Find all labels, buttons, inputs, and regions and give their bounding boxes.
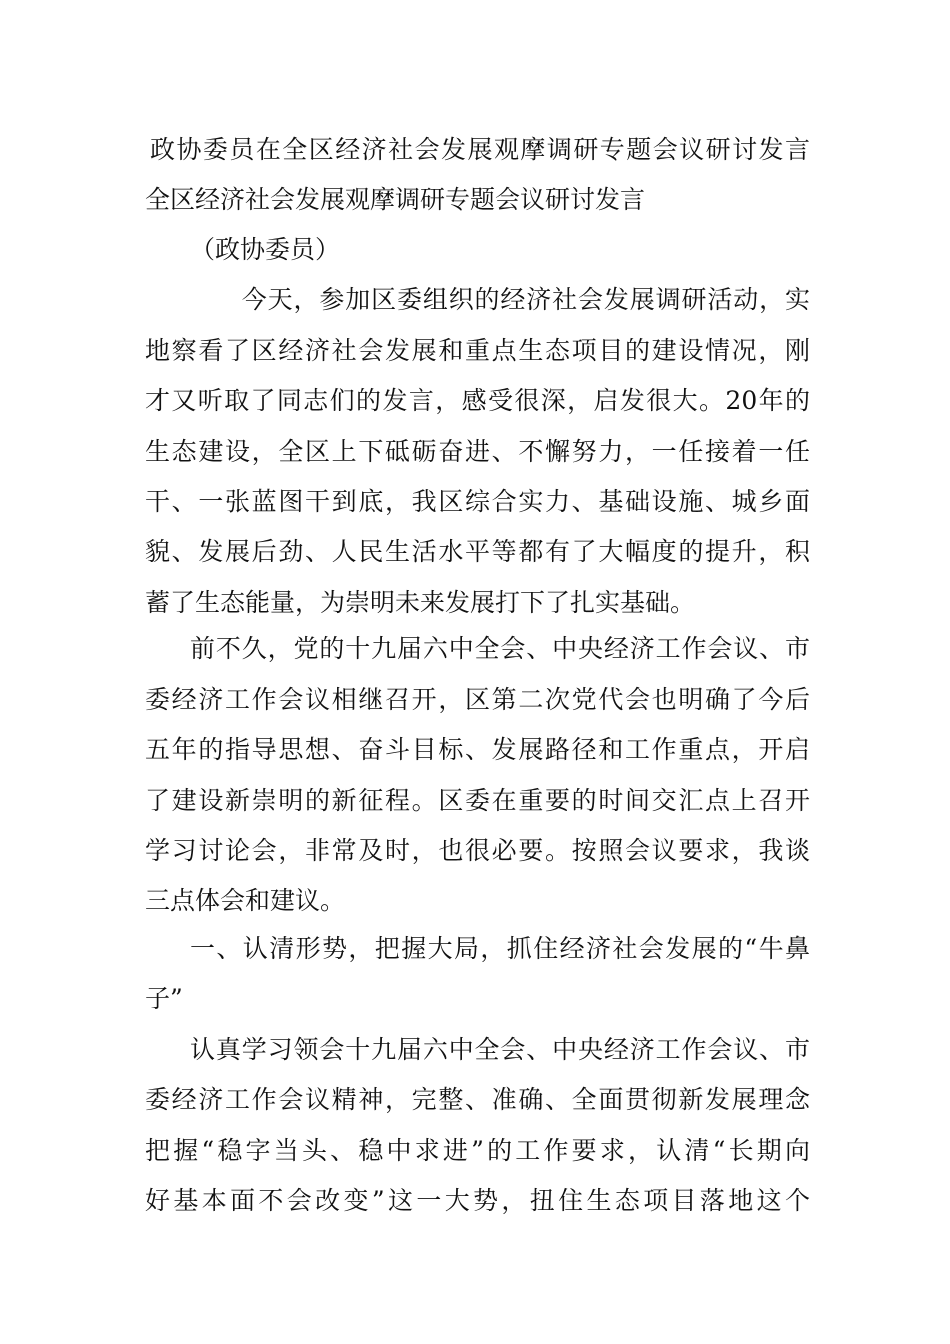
paragraph-line: 好基本面不会改变”这一大势，扭住生态项目落地这个	[145, 1186, 810, 1215]
paragraph-line: 蓄了生态能量，为崇明未来发展打下了扎实基础。	[145, 588, 696, 617]
paragraph-line: 生态建设，全区上下砥砺奋进、不懈努力，一任接着一任	[145, 437, 810, 466]
paragraph-line: 委经济工作会议相继召开，区第二次党代会也明确了今后	[145, 685, 810, 714]
document-subtitle: 全区经济社会发展观摩调研专题会议研讨发言	[145, 185, 646, 214]
paragraph-line: 了建设新崇明的新征程。区委在重要的时间交汇点上召开	[145, 786, 810, 815]
section-heading-line: 一、认清形势，把握大局，抓住经济社会发展的“牛鼻	[190, 934, 810, 963]
paragraph-line: 五年的指导思想、奋斗目标、发展路径和工作重点，开启	[145, 735, 810, 764]
document-author: （政协委员）	[190, 235, 341, 264]
paragraph-line: 才又听取了同志们的发言，感受很深，启发很大。20年的	[145, 386, 810, 415]
paragraph-line: 委经济工作会议精神，完整、准确、全面贯彻新发展理念	[145, 1085, 810, 1114]
paragraph-line: 把握“稳字当头、稳中求进”的工作要求，认清“长期向	[145, 1136, 810, 1165]
paragraph-line: 地察看了区经济社会发展和重点生态项目的建设情况，刚	[145, 336, 810, 365]
paragraph-line: 认真学习领会十九届六中全会、中央经济工作会议、市	[190, 1035, 810, 1064]
section-heading-line: 子”	[145, 984, 183, 1013]
paragraph-line: 三点体会和建议。	[145, 886, 346, 915]
paragraph-line: 前不久，党的十九届六中全会、中央经济工作会议、市	[190, 634, 810, 663]
paragraph-line: 干、一张蓝图干到底，我区综合实力、基础设施、城乡面	[145, 487, 810, 516]
paragraph-line: 今天，参加区委组织的经济社会发展调研活动，实	[190, 285, 810, 314]
document-title: 政协委员在全区经济社会发展观摩调研专题会议研讨发言	[150, 135, 810, 164]
paragraph-line: 学习讨论会，非常及时，也很必要。按照会议要求，我谈	[145, 836, 810, 865]
paragraph-line: 貌、发展后劲、人民生活水平等都有了大幅度的提升，积	[145, 537, 810, 566]
